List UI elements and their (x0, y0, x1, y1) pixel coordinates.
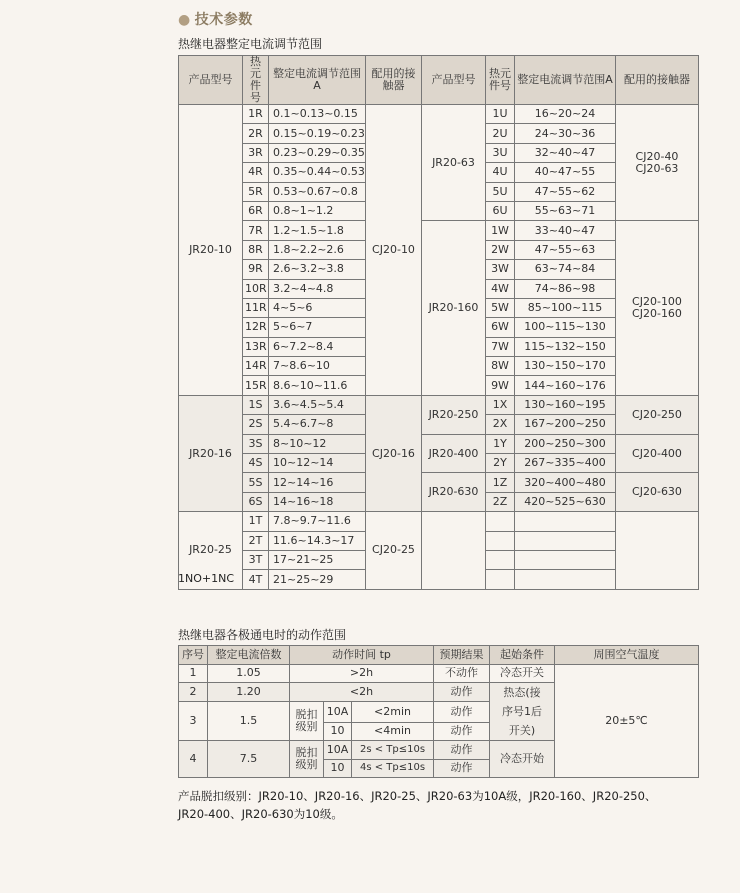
model-cell: JR20-160 (422, 221, 486, 396)
range-cell: 200~250~300 (515, 434, 616, 453)
range-cell: 267~335~400 (515, 454, 616, 473)
class-label-line: 级别 (295, 758, 318, 771)
range-cell: 47~55~63 (515, 240, 616, 259)
footer-line-1: 产品脱扣级别：JR20-10、JR20-16、JR20-25、JR20-63为10A级，JR20-160、JR20-250、 (178, 789, 657, 803)
model-cell: JR20-630 (422, 473, 486, 512)
table-row (179, 434, 699, 453)
range-cell: 100~115~130 (515, 318, 616, 337)
element-code: 1Y (486, 434, 515, 453)
class-label-line: 脱扣 (295, 707, 318, 721)
element-code: 1R (243, 105, 269, 124)
element-code: 3S (243, 434, 269, 453)
model-cell: JR20-250 (422, 395, 486, 434)
element-code: 2T (243, 531, 269, 550)
t2-header-mult: 整定电流倍数 (208, 646, 290, 665)
element-code: 9R (243, 260, 269, 279)
element-code: 5W (486, 298, 515, 317)
empty-cell (486, 531, 515, 550)
header-model-2: 产品型号 (422, 56, 486, 105)
cell: 动作 (434, 759, 490, 778)
temp-cell: 20±5℃ (555, 664, 699, 778)
element-code: 6S (243, 492, 269, 511)
table-row (179, 473, 699, 492)
element-code: 15R (243, 376, 269, 395)
class-label-line: 级别 (295, 719, 318, 733)
range-cell: 14~16~18 (269, 492, 366, 511)
element-code: 12R (243, 318, 269, 337)
range-cell: 3.6~4.5~5.4 (269, 395, 366, 414)
element-code: 8R (243, 240, 269, 259)
range-cell: 0.53~0.67~0.8 (269, 182, 366, 201)
header-range: 整定电流调节范围A (269, 56, 366, 105)
cell: 4s < Tp≤10s (352, 759, 434, 778)
range-cell: 0.15~0.19~0.23 (269, 124, 366, 143)
element-code: 4R (243, 163, 269, 182)
range-cell: 21~25~29 (269, 570, 366, 589)
contactor-cell: CJ20-16 (366, 395, 422, 511)
cell: <2h (290, 683, 434, 702)
element-code: 13R (243, 337, 269, 356)
element-code: 4T (243, 570, 269, 589)
table-row (179, 512, 699, 531)
range-cell: 0.1~0.13~0.15 (269, 105, 366, 124)
range-cell: 130~160~195 (515, 395, 616, 414)
model-cell: JR20-16 (179, 395, 243, 511)
element-code: 2Z (486, 492, 515, 511)
range-cell: 130~150~170 (515, 357, 616, 376)
cell: 7.5 (208, 741, 290, 778)
section-title-text: 技术参数 (194, 12, 253, 28)
header-contactor: 配用的接触器 (366, 56, 422, 105)
action-range-table (178, 645, 699, 778)
range-cell: 420~525~630 (515, 492, 616, 511)
element-code: 4U (486, 163, 515, 182)
range-cell: 167~200~250 (515, 415, 616, 434)
start-line: 序号1后 (502, 705, 542, 718)
table-row (179, 664, 699, 683)
cell: 动作 (434, 722, 490, 741)
start-condition-cell (490, 683, 555, 741)
cell: >2h (290, 664, 434, 683)
model-cell: JR20-63 (422, 105, 486, 221)
element-code: 3W (486, 260, 515, 279)
cell: 1.20 (208, 683, 290, 702)
cell: 1.05 (208, 664, 290, 683)
empty-cell (486, 550, 515, 569)
element-code: 5R (243, 182, 269, 201)
empty-cell (486, 512, 515, 531)
cell: 动作 (434, 683, 490, 702)
range-cell: 115~132~150 (515, 337, 616, 356)
t2-header-no: 序号 (179, 646, 208, 665)
bullet-icon: ● (178, 12, 191, 28)
element-code: 4W (486, 279, 515, 298)
element-code: 2U (486, 124, 515, 143)
element-code: 2Y (486, 454, 515, 473)
cell: 10A (324, 741, 352, 760)
range-cell: 16~20~24 (515, 105, 616, 124)
contact-note: 1NO+1NC (178, 572, 235, 585)
cell: <2min (352, 701, 434, 722)
element-code: 8W (486, 357, 515, 376)
element-code: 1S (243, 395, 269, 414)
range-cell: 8.6~10~11.6 (269, 376, 366, 395)
range-cell: 8~10~12 (269, 434, 366, 453)
range-cell: 2.6~3.2~3.8 (269, 260, 366, 279)
cell: 冷态开始 (490, 741, 555, 778)
header-element-2: 热元件号 (486, 56, 515, 105)
current-range-table (178, 55, 699, 590)
element-code: 1W (486, 221, 515, 240)
range-cell: 144~160~176 (515, 376, 616, 395)
model-cell: JR20-25 (179, 512, 243, 590)
element-code: 6R (243, 201, 269, 220)
empty-cell (422, 512, 486, 590)
range-cell: 7~8.6~10 (269, 357, 366, 376)
element-code: 1U (486, 105, 515, 124)
model-cell: JR20-10 (179, 105, 243, 396)
empty-cell (616, 512, 699, 590)
empty-cell (486, 570, 515, 589)
start-line: 开关) (508, 724, 536, 737)
range-cell: 47~55~62 (515, 182, 616, 201)
cell: 2s < Tp≤10s (352, 741, 434, 760)
empty-cell (515, 570, 616, 589)
element-code: 5S (243, 473, 269, 492)
t2-header-temp: 周围空气温度 (555, 646, 699, 665)
cell: 1 (179, 664, 208, 683)
range-cell: 1.8~2.2~2.6 (269, 240, 366, 259)
class-label-line: 脱扣 (295, 746, 318, 759)
contactor-line: CJ20-63 (635, 161, 679, 175)
element-code: 2R (243, 124, 269, 143)
t2-header-time: 动作时间 tp (290, 646, 434, 665)
range-cell: 40~47~55 (515, 163, 616, 182)
header-range-2: 整定电流调节范围A (515, 56, 616, 105)
element-code: 3U (486, 143, 515, 162)
model-cell: JR20-400 (422, 434, 486, 473)
element-code: 1X (486, 395, 515, 414)
empty-cell (515, 512, 616, 531)
cell: 不动作 (434, 664, 490, 683)
cell: 10 (324, 722, 352, 741)
element-code: 9W (486, 376, 515, 395)
start-line: 热态(接 (503, 686, 541, 699)
element-code: 14R (243, 357, 269, 376)
contactor-cell: CJ20-25 (366, 512, 422, 590)
element-code: 3T (243, 550, 269, 569)
range-cell: 10~12~14 (269, 454, 366, 473)
empty-cell (515, 531, 616, 550)
range-cell: 1.2~1.5~1.8 (269, 221, 366, 240)
range-cell: 32~40~47 (515, 143, 616, 162)
cell: 冷态开关 (490, 664, 555, 683)
cell: 4 (179, 741, 208, 778)
class-label (290, 701, 324, 741)
element-code: 10R (243, 279, 269, 298)
cell: 动作 (434, 701, 490, 722)
t2-header-start: 起始条件 (490, 646, 555, 665)
range-cell: 55~63~71 (515, 201, 616, 220)
cell: 2 (179, 683, 208, 702)
contactor-cell: CJ20-10 (366, 105, 422, 396)
range-cell: 0.23~0.29~0.35 (269, 143, 366, 162)
empty-cell (515, 550, 616, 569)
element-code: 3R (243, 143, 269, 162)
range-cell: 5.4~6.7~8 (269, 415, 366, 434)
range-cell: 0.8~1~1.2 (269, 201, 366, 220)
range-cell: 33~40~47 (515, 221, 616, 240)
range-cell: 12~14~16 (269, 473, 366, 492)
element-code: 6U (486, 201, 515, 220)
element-code: 11R (243, 298, 269, 317)
cell: 3 (179, 701, 208, 741)
table-row (179, 395, 699, 414)
element-code: 2S (243, 415, 269, 434)
range-cell: 0.35~0.44~0.53 (269, 163, 366, 182)
element-code: 1Z (486, 473, 515, 492)
element-code: 7W (486, 337, 515, 356)
element-code: 4S (243, 454, 269, 473)
cell: 10A (324, 701, 352, 722)
table1-title: 热继电器整定电流调节范围 (178, 37, 323, 51)
table-row (179, 105, 699, 124)
header-contactor-2: 配用的接触器 (616, 56, 699, 105)
element-code: 7R (243, 221, 269, 240)
contactor-line: CJ20-40 (635, 149, 679, 163)
element-code: 2W (486, 240, 515, 259)
current-range-table-body (179, 105, 699, 590)
range-cell: 17~21~25 (269, 550, 366, 569)
range-cell: 6~7.2~8.4 (269, 337, 366, 356)
class-label (290, 741, 324, 778)
header-element: 热元件号 (243, 56, 269, 105)
range-cell: 24~30~36 (515, 124, 616, 143)
section-title (178, 9, 253, 29)
range-cell: 7.8~9.7~11.6 (269, 512, 366, 531)
element-code: 1T (243, 512, 269, 531)
range-cell: 11.6~14.3~17 (269, 531, 366, 550)
range-cell: 63~74~84 (515, 260, 616, 279)
range-cell: 74~86~98 (515, 279, 616, 298)
cell: 动作 (434, 741, 490, 760)
cell: 10 (324, 759, 352, 778)
range-cell: 3.2~4~4.8 (269, 279, 366, 298)
contactor-cell: CJ20-630 (616, 473, 699, 512)
element-code: 6W (486, 318, 515, 337)
range-cell: 5~6~7 (269, 318, 366, 337)
range-cell: 85~100~115 (515, 298, 616, 317)
cell: 1.5 (208, 701, 290, 741)
element-code: 5U (486, 182, 515, 201)
table2-title: 热继电器各极通电时的动作范围 (178, 628, 347, 642)
contactor-cell (616, 105, 699, 221)
range-cell: 4~5~6 (269, 298, 366, 317)
t2-header-result: 预期结果 (434, 646, 490, 665)
cell: <4min (352, 722, 434, 741)
contactor-cell (616, 221, 699, 396)
element-code: 2X (486, 415, 515, 434)
contactor-line: CJ20-100 (632, 295, 682, 309)
header-model: 产品型号 (179, 56, 243, 105)
range-cell: 320~400~480 (515, 473, 616, 492)
contactor-cell: CJ20-250 (616, 395, 699, 434)
contactor-cell: CJ20-400 (616, 434, 699, 473)
contactor-line: CJ20-160 (632, 307, 682, 321)
footer-line-2: JR20-400、JR20-630为10级。 (178, 807, 343, 821)
table-row (179, 221, 699, 240)
